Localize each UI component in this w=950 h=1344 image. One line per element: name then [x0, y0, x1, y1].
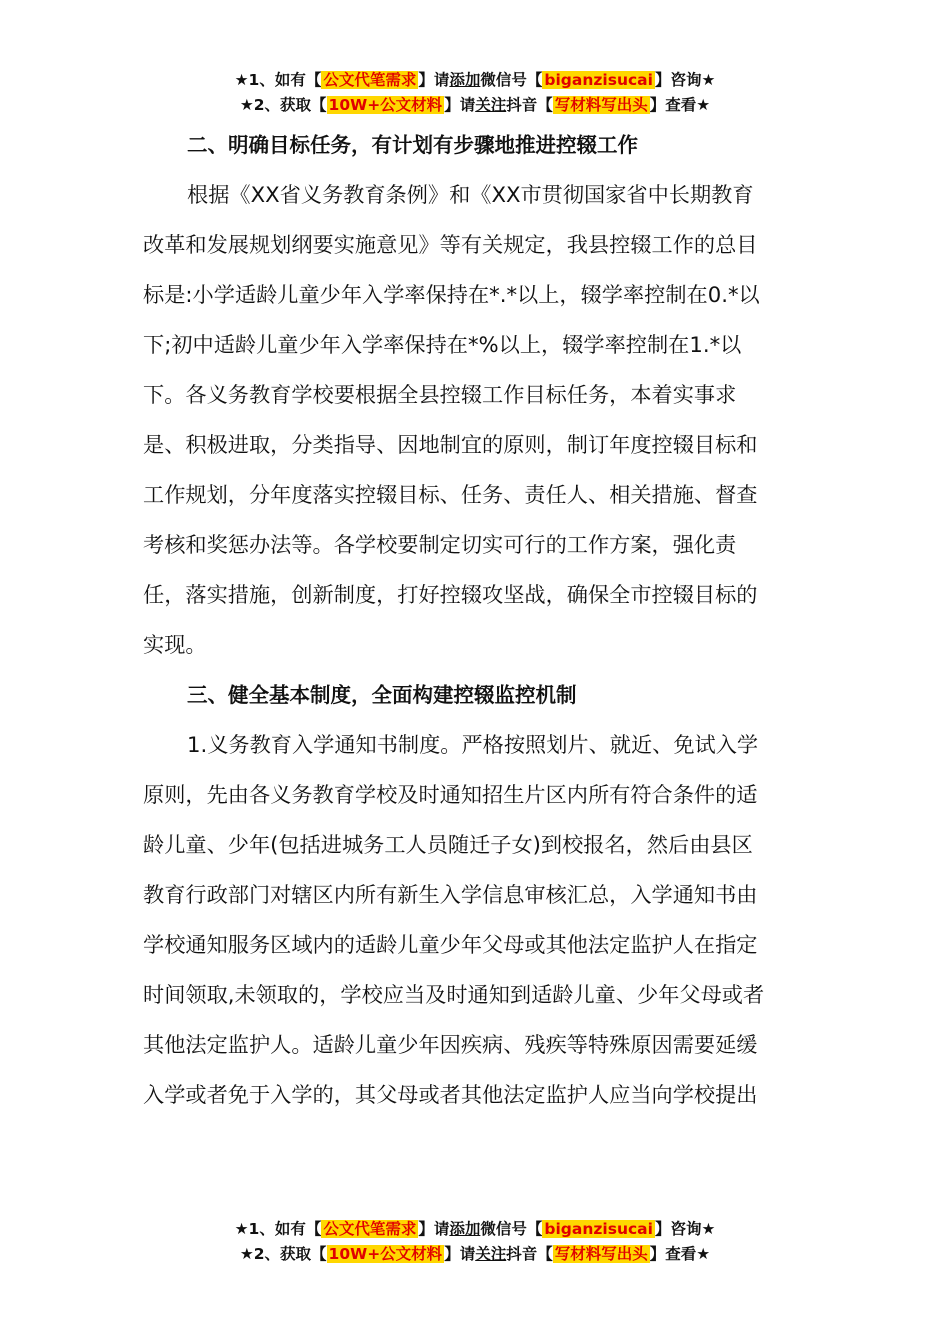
- banner-underline: 关注: [475, 1245, 507, 1263]
- banner-line-1: [0, 68, 950, 93]
- paragraph-line: 时间领取,未领取的，学校应当及时通知到适龄儿童、少年父母或者: [143, 982, 765, 1007]
- banner-text: 】请: [444, 96, 476, 114]
- banner-text: ★1、如有【: [234, 1220, 322, 1238]
- banner-highlight: biganzisucai: [544, 1220, 653, 1238]
- paragraph-line: 下。各义务教育学校要根据全县控辍工作目标任务，本着实事求: [143, 382, 737, 407]
- banner-highlight: 公文代笔需求: [323, 71, 417, 89]
- banner-highlight: 10W+公文材料: [328, 1245, 443, 1263]
- top-banner: [0, 68, 950, 118]
- paragraph-line: 是、积极进取，分类指导、因地制宜的原则，制订年度控辍目标和: [143, 432, 758, 457]
- bottom-banner: [0, 1217, 950, 1267]
- banner-underline: 添加: [449, 1220, 481, 1238]
- banner-highlight: 写材料写出头: [554, 1245, 648, 1263]
- banner-text: 】请: [418, 1220, 450, 1238]
- banner-text: ★1、如有【: [234, 71, 322, 89]
- paragraph-line: 下;初中适龄儿童少年入学率保持在*%以上，辍学率控制在1.*以: [143, 332, 742, 357]
- banner-text: 】请: [418, 71, 450, 89]
- banner-text: 】咨询★: [654, 71, 716, 89]
- section-2-paragraph: [143, 170, 805, 670]
- banner-line-1: [0, 1217, 950, 1242]
- section-3-paragraph: [143, 720, 805, 1120]
- banner-text: 微信号【: [480, 1220, 543, 1238]
- banner-text: 抖音【: [506, 1245, 553, 1263]
- banner-text: 】请: [444, 1245, 476, 1263]
- paragraph-line: 根据《XX省义务教育条例》和《XX市贯彻国家省中长期教育: [187, 182, 754, 207]
- paragraph-line: 任，落实措施，创新制度，打好控辍攻坚战，确保全市控辍目标的: [143, 582, 758, 607]
- banner-highlight: 公文代笔需求: [323, 1220, 417, 1238]
- paragraph-line: 入学或者免于入学的，其父母或者其他法定监护人应当向学校提出: [143, 1082, 758, 1107]
- banner-text: ★2、获取【: [239, 1245, 327, 1263]
- paragraph-line: 1.义务教育入学通知书制度。严格按照划片、就近、免试入学: [187, 732, 759, 757]
- banner-text: 】咨询★: [654, 1220, 716, 1238]
- banner-text: 微信号【: [480, 71, 543, 89]
- banner-text: 】查看★: [649, 96, 711, 114]
- paragraph-line: 工作规划，分年度落实控辍目标、任务、责任人、相关措施、督查: [143, 482, 758, 507]
- banner-text: ★2、获取【: [239, 96, 327, 114]
- paragraph-line: 学校通知服务区域内的适龄儿童少年父母或其他法定监护人在指定: [143, 932, 758, 957]
- banner-highlight: 写材料写出头: [554, 96, 648, 114]
- banner-line-2: [0, 93, 950, 118]
- paragraph-line: 改革和发展规划纲要实施意见》等有关规定，我县控辍工作的总目: [143, 232, 758, 257]
- document-body: [143, 120, 805, 1120]
- banner-highlight: biganzisucai: [544, 71, 653, 89]
- paragraph-line: 原则，先由各义务教育学校及时通知招生片区内所有符合条件的适: [143, 782, 758, 807]
- banner-underline: 添加: [449, 71, 481, 89]
- banner-text: 】查看★: [649, 1245, 711, 1263]
- banner-text: 抖音【: [506, 96, 553, 114]
- banner-line-2: [0, 1242, 950, 1267]
- section-2-heading: 二、明确目标任务，有计划有步骤地推进控辍工作: [187, 133, 638, 157]
- paragraph-line: 龄儿童、少年(包括进城务工人员随迁子女)到校报名，然后由县区: [143, 832, 753, 857]
- paragraph-line: 教育行政部门对辖区内所有新生入学信息审核汇总，入学通知书由: [143, 882, 758, 907]
- paragraph-line: 其他法定监护人。适龄儿童少年因疾病、残疾等特殊原因需要延缓: [143, 1032, 758, 1057]
- paragraph-line: 实现。: [143, 632, 207, 657]
- banner-highlight: 10W+公文材料: [328, 96, 443, 114]
- banner-underline: 关注: [475, 96, 507, 114]
- paragraph-line: 考核和奖惩办法等。各学校要制定切实可行的工作方案，强化责: [143, 532, 737, 557]
- section-3-heading: 三、健全基本制度，全面构建控辍监控机制: [187, 683, 577, 707]
- paragraph-line: 标是:小学适龄儿童少年入学率保持在*.*以上，辍学率控制在0.*以: [143, 282, 760, 307]
